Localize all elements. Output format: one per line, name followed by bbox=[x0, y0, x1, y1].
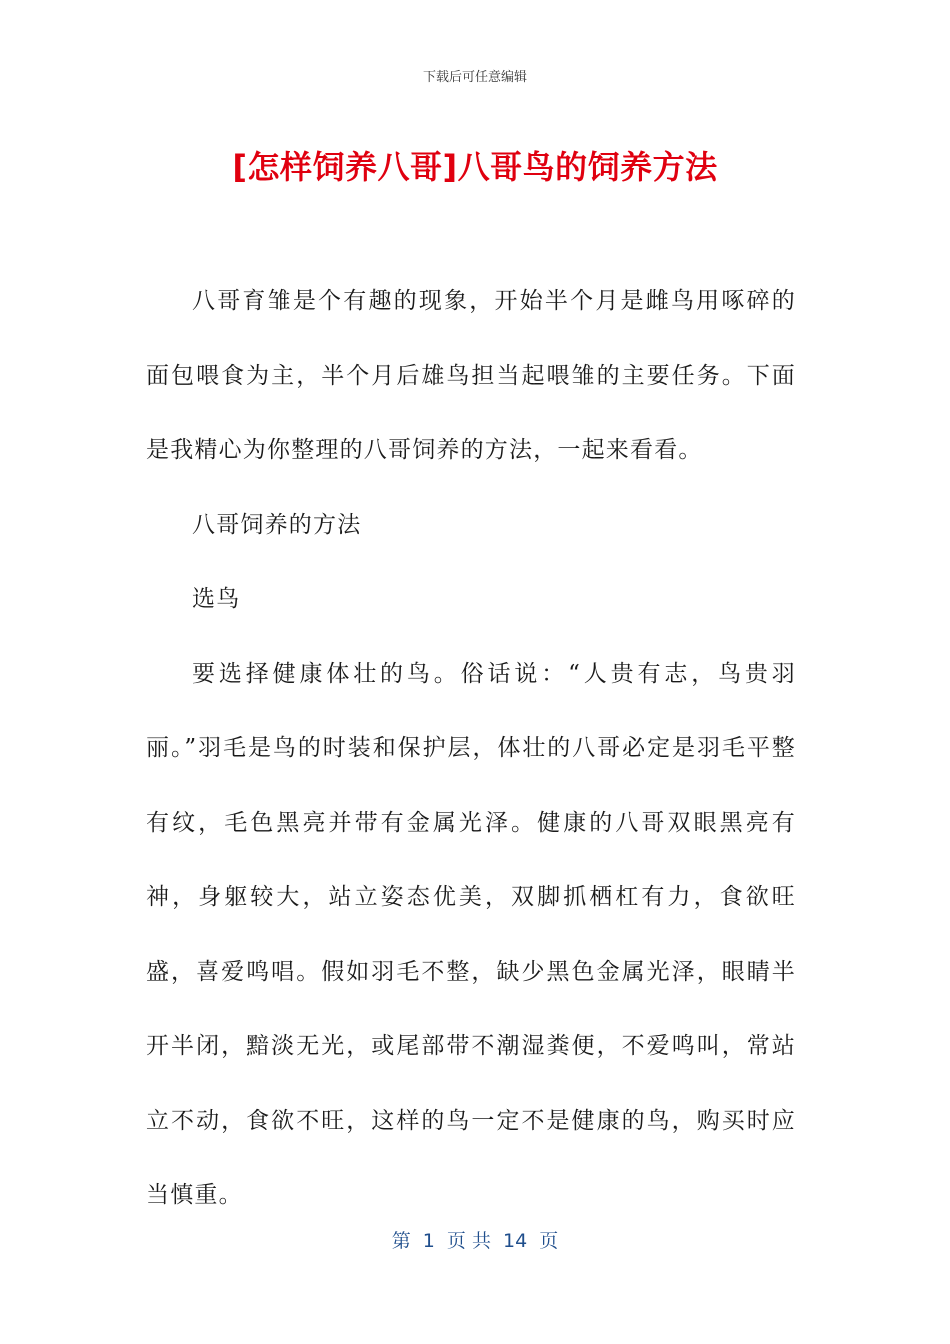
subsection-heading: 选鸟 bbox=[192, 586, 241, 612]
paragraph-intro: 八哥育雏是个有趣的现象，开始半个月是雌鸟用啄碎的面包喂食为主，半个月后雄鸟担当起喂雏的主要任务。下面是我精心为你整理的八哥饲养的方法，一起来看看。 bbox=[146, 288, 796, 463]
section-heading: 八哥饲养的方法 bbox=[192, 511, 362, 538]
header-note: 下载后可任意编辑 bbox=[422, 70, 527, 85]
document-body bbox=[146, 264, 796, 1233]
document-title: [怎样饲养八哥]八哥鸟的饲养方法 bbox=[232, 148, 718, 186]
page-footer: 第 1 页 共 14 页 bbox=[391, 1230, 559, 1252]
paragraph-select-bird: 要选择健康体壮的鸟。俗话说：“人贵有志，鸟贵羽丽。”羽毛是鸟的时装和保护层，体壮的八哥必定是羽毛平整有纹，毛色黑亮并带有金属光泽。健康的八哥双眼黑亮有神，身躯较大，站立姿态优美，双脚抓栖杠有力，食欲旺盛，喜爱鸣唱。假如羽毛不整，缺少黑色金属光泽，眼睛半开半闭，黯淡无光，或尾部带不潮湿粪便，不爱鸣叫，常站立不动，食欲不旺，这样的鸟一定不是健康的鸟，购买时应当慎重。 bbox=[146, 660, 796, 1208]
